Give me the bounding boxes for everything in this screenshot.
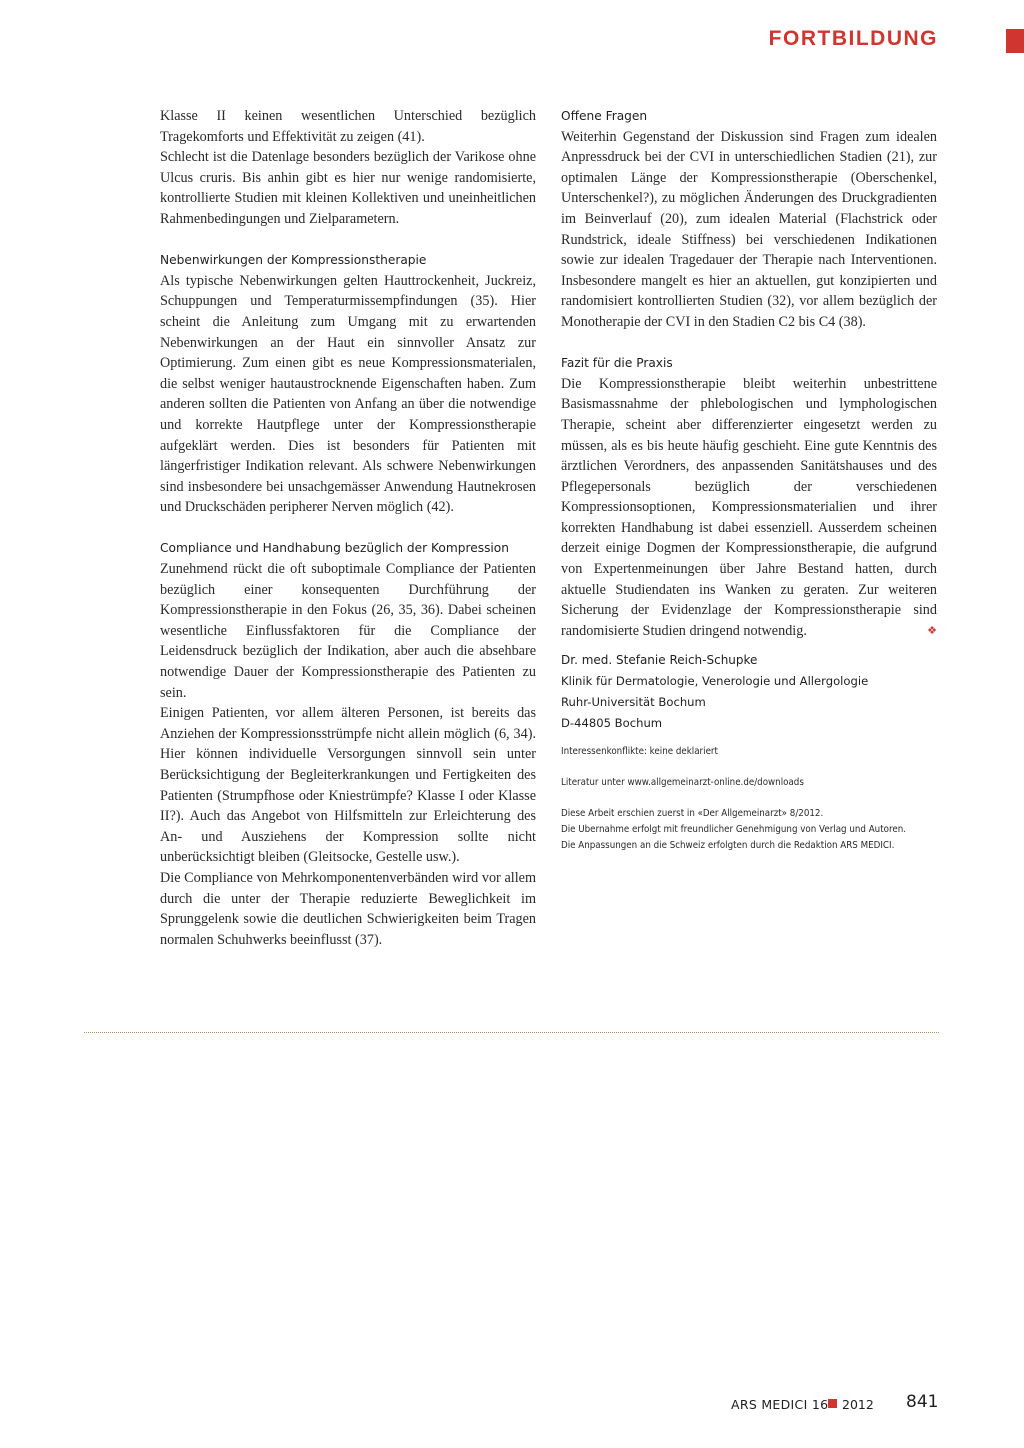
publication-note: Die Übernahme erfolgt mit freundlicher Genehmigung von Verlag und Autoren. (561, 824, 907, 836)
spacer (561, 333, 937, 354)
spacer (160, 230, 536, 251)
author-clinic: Klinik für Dermatologie, Venerologie und Allergologie (561, 674, 869, 689)
author-city: D-44805 Bochum (561, 715, 663, 730)
author-university: Ruhr-Universität Bochum (561, 695, 706, 710)
paragraph: Weiterhin Gegenstand der Diskussion sind Fragen zum idealen Anpressdruck bei der CVI in unterschiedlichen Stadien (21), zur optimalen Länge der Kompressionstherapie (Oberschenkel, Unterschenkel?), zu möglichen Änderungen des Druckgradienten im Beinverlauf (20), zum idealen Material (Flachstrick oder Rundstrick, ideale Stiffness) bei verschiedenen Indikationen sowie zur idealen Tragedauer der Therapie nach Interventionen. Insbesondere mangelt es hier an aktuellen, gut konzipierten und randomisiert kontrollierten Studien (32), vor allem bezüglich der Monotherapie der CVI in den Stadien C2 bis C4 (38). (561, 128, 937, 330)
left-column (160, 106, 536, 950)
right-column (561, 106, 937, 854)
publication-note: Diese Arbeit erschien zuerst in «Der Allgemeinarzt» 8/2012. (561, 808, 824, 820)
paragraph-text: Die Kompressionstherapie bleibt weiterhin unbestrittene Basismassnahme der phlebologischen und lymphologischen Therapie, scheint aber differenzierter eingesetzt werden zu müssen, als es bis heute häufig geschieht. Eine gute Kenntnis des ärztlichen Verordners, des anpassenden Sanitätshauses und des Pflegepersonals bezüglich der verschiedenen Kompressionsoptionen, Kompressionsmaterialien und ihrer korrekten Handhabung ist dabei essenziell. Ausserdem scheinen derzeit einige Dogmen der Kompressionstherapie, die aufgrund von Expertenmeinungen über Jahre Bestand hatten, durch aktuelle Studiendaten ins Wanken zu geraten. Zur weiteren Sicherung der Evidenzlage der Kompressionstherapie sind randomisierte Studien dringend notwendig. (561, 375, 937, 639)
paragraph: Schlecht ist die Datenlage besonders bezüglich der Varikose ohne Ulcus cruris. Bis anhin gibt es hier nur wenige randomisierte, kontrollierte Studien mit kleinen Kollektiven und uneinheitlichen Rahmenbedingungen und Zielparametern. (160, 149, 536, 227)
section-label: FORTBILDUNG (768, 27, 938, 50)
paragraph: Klasse II keinen wesentlichen Unterschied bezüglich Tragekomforts und Effektivität zu zeigen (41). (160, 108, 536, 145)
paragraph: Zunehmend rückt die oft suboptimale Compliance der Patienten bezüglich einer konsequenten Durchführung der Kompressionstherapie in den Fokus (26, 35, 36). Dabei scheinen wesentliche Einflussfaktoren für die Compliance der Leidensdruck bezüglich der Indikation, aber auch die absehbare notwendige Dauer der Kompressionstherapie des Patienten zu sein. (160, 561, 536, 701)
section-marker-bar (1006, 29, 1024, 53)
paragraph: Die Compliance von Mehrkomponentenverbänden wird vor allem durch die unter der Therapie reduzierte Beweglichkeit im Sprunggelenk sowie die deutlichen Schwierigkeiten beim Tragen normalen Schuhwerks beeinflusst (37). (160, 869, 536, 948)
dotted-divider (84, 1032, 939, 1033)
spacer (561, 733, 937, 744)
section-heading: Offene Fragen (561, 109, 648, 123)
paragraph-with-end-mark (561, 374, 937, 642)
literature-note: Literatur unter www.allgemeinarzt-online.de/downloads (561, 777, 804, 789)
spacer (561, 791, 937, 806)
page-number: 841 (906, 1392, 939, 1412)
section-heading: Compliance und Handhabung bezüglich der Kompression (160, 541, 509, 556)
conflicts-note: Interessenkonflikte: keine deklariert (561, 746, 718, 758)
paragraph: Als typische Nebenwirkungen gelten Hauttrockenheit, Juckreiz, Schuppungen und Temperaturmissempfindungen (35). Hier scheint die Anleitung zum Umgang mit zu erwartenden Nebenwirkungen an der Haut ein sinnvoller Ansatz zur Optimierung. Zum einen gibt es neue Kompressionsmaterialen, die selbst weniger hautaustrocknende Eigenschaften haben. Zum anderen sollten die Patienten von Anfang an über die notwendige und korrekte Hautpflege unter der Kompressionstherapie aufgeklärt werden. Dies ist besonders für Patienten mit längerfristiger Indikation relevant. Als schwere Nebenwirkungen sind insbesondere bei unsachgemässer Anwendung Hautnekrosen und Druckschäden peripherer Nerven möglich (42). (160, 272, 536, 516)
page-footer (0, 1393, 1024, 1413)
spacer (561, 760, 937, 775)
paragraph: Einigen Patienten, vor allem älteren Personen, ist bereits das Anziehen der Kompressionsstrümpfe nicht allein möglich (6, 34). Hier können individuelle Versorgungen sinnvoll sein unter Berücksichtigung der Begleiterkrankungen und Fertigkeiten des Patienten (Strumpfhose oder Kniestrümpfe? Klasse I oder Klasse II?). Auch das Angebot von Hilfsmitteln zur Erleichterung des An- und Ausziehens der Kompression sollte nicht unberücksichtigt bleiben (Gleitsocke, Gestelle usw.). (160, 705, 536, 866)
author-name: Dr. med. Stefanie Reich-Schupke (561, 653, 758, 668)
journal-year: 2012 (842, 1397, 874, 1412)
section-heading: Nebenwirkungen der Kompressionstherapie (160, 253, 427, 268)
end-of-article-icon: ❖ (927, 624, 937, 637)
footer-square-icon (828, 1399, 837, 1408)
spacer (561, 641, 937, 649)
spacer (160, 518, 536, 539)
section-heading: Fazit für die Praxis (561, 356, 673, 371)
journal-name: ARS MEDICI 16 (731, 1397, 829, 1412)
publication-note: Die Anpassungen an die Schweiz erfolgten durch die Redaktion ARS MEDICI. (561, 840, 895, 852)
